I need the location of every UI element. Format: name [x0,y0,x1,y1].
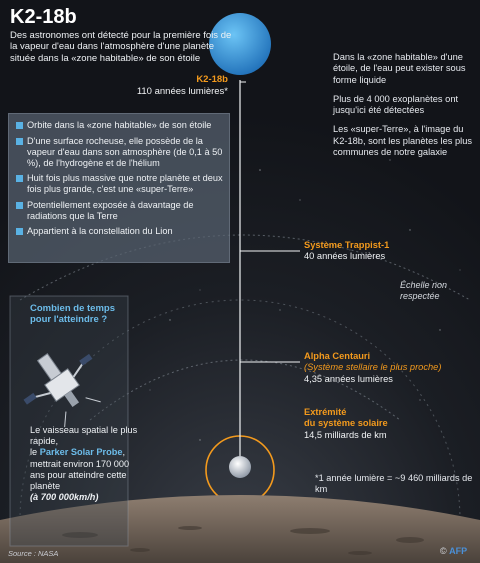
right-notes [333,52,473,166]
copyright-symbol: © [440,546,447,556]
trappist-label [304,240,389,263]
fact-text: Appartient à la constellation du Lion [27,226,173,236]
facts-panel [8,113,230,263]
intro-text: Des astronomes ont détecté pour la première fois de la vapeur d'eau dans l'atmosphère d'une planète située dans la «zone habitable» de son étoile [10,30,232,64]
agency-credit [440,546,467,556]
alpha-label [304,351,441,385]
bullet-icon [16,138,23,145]
howlong-panel [10,296,128,546]
bullet-icon [16,175,23,182]
fact-item [15,200,223,222]
fact-item [15,120,223,131]
k2-distance: 110 années lumières* [136,86,228,97]
k2-label [137,74,228,98]
probe-t4: mettrait environ 170 000 ans pour atteindre cette planète [30,458,130,492]
bullet-icon [16,228,23,235]
fact-item [15,226,223,237]
alpha-name: Alpha Centauri [304,351,371,361]
fact-item [15,173,223,195]
edge-distance: 14,5 milliards de km [304,429,387,440]
fact-text: Orbite dans la «zone habitable» de son étoile [27,120,212,130]
edge-name-1: Extrémité [304,407,347,417]
probe-t1: Le vaisseau spatial le plus rapide, [30,425,138,447]
note-super-earth: Les «super-Terre», à l'image du K2-18b, sont les planètes les plus communes de notre galaxie [333,124,473,158]
k2-name: K2-18b [196,74,228,85]
alpha-subtitle: (Système stellaire le plus proche) [304,362,442,373]
edge-label [304,407,388,441]
probe-speed: (à 700 000km/h) [30,492,99,503]
fact-text: Huit fois plus massive que notre planète et deux fois plus grande, c'est une «super-Terre» [27,173,223,194]
probe-t3: , [122,447,126,458]
fact-text: Potentiellement exposée à davantage de radiations que la Terre [27,199,194,221]
probe-text [30,425,138,503]
bullet-icon [16,122,23,129]
trappist-distance: 40 années lumières [304,251,386,262]
note-habitable-zone: Dans la «zone habitable» d'une étoile, de l'eau peut exister sous forme liquide [333,52,466,85]
fact-text: D'une surface rocheuse, elle possède de la vapeur d'eau dans son atmosphère (de 0,1 à 50 %), de l'hydrogène et de l'hélium [27,135,223,168]
probe-name: Parker Solar Probe [39,447,123,458]
afp-logo: AFP [449,546,468,556]
howlong-question: Combien de temps pour l'atteindre ? [30,303,115,325]
fact-item [15,136,223,169]
trappist-name: Système Trappist-1 [304,240,390,250]
source-credit: Source : NASA [8,549,59,558]
footnote: *1 année lumière = ~9 460 milliards de km [315,473,473,495]
page-title: K2-18b [10,6,77,28]
earth-planet [229,456,251,478]
scale-note: Échelle non respectée [400,280,448,301]
bullet-icon [16,202,23,209]
probe-t2: le [30,447,40,458]
note-exoplanets-count: Plus de 4 000 exoplanètes ont jusqu'ici été détectées [333,93,459,116]
alpha-distance: 4,35 années lumières [304,373,393,384]
edge-name-2: du système solaire [304,418,388,429]
